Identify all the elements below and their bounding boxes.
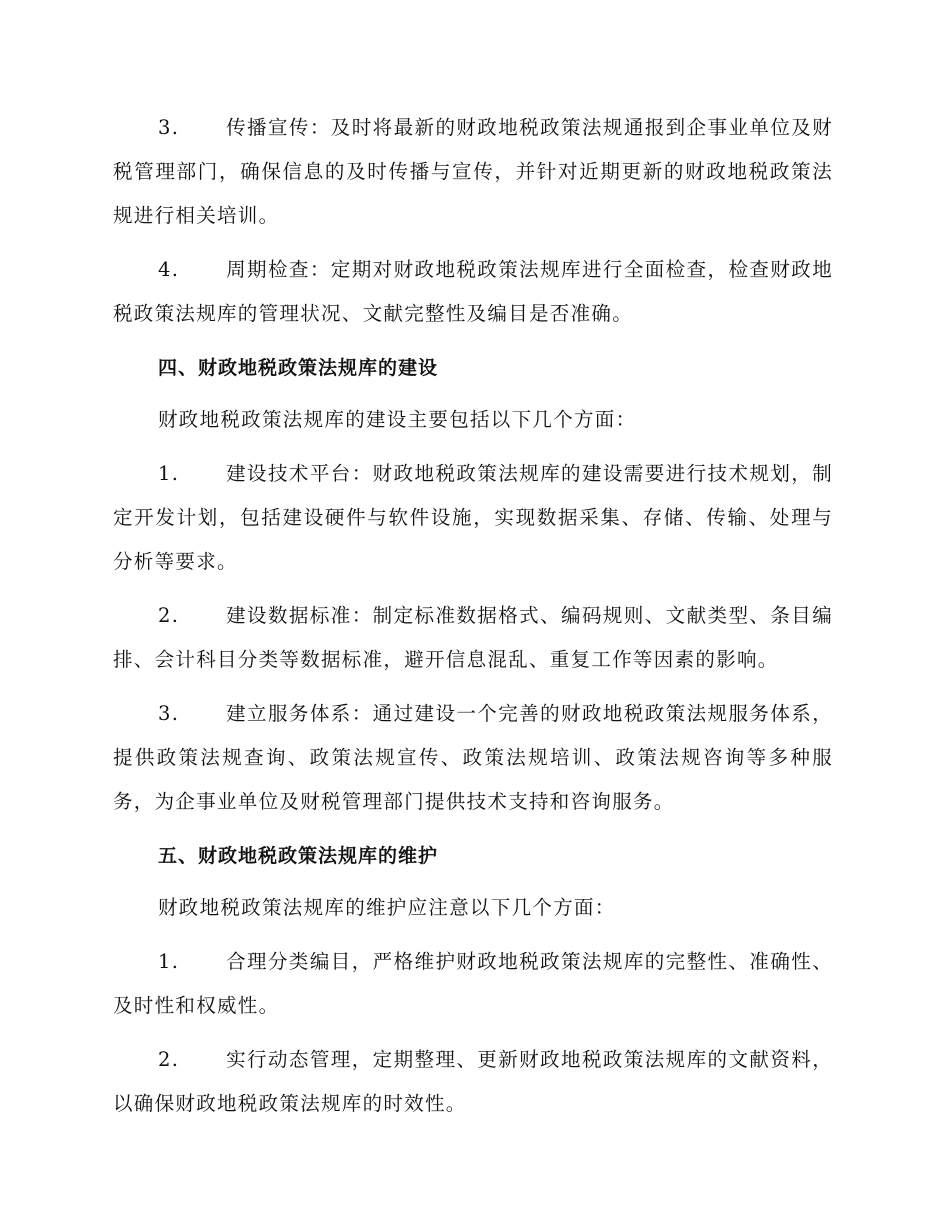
- list-item: [113, 106, 833, 238]
- list-item: [113, 940, 833, 1028]
- list-item-text: 周期检查：定期对财政地税政策法规库进行全面检查，检查财政地税政策法规库的管理状况、文献完整性及编目是否准确。: [113, 258, 833, 325]
- list-number: 2.: [158, 1048, 180, 1071]
- document-body: [113, 106, 833, 1136]
- list-number: 4.: [158, 258, 180, 281]
- section-heading: 四、财政地税政策法规库的建设: [158, 357, 439, 379]
- list-item: [113, 248, 833, 336]
- list-item-text: 建立服务体系：通过建设一个完善的财政地税政策法规服务体系，提供政策法规查询、政策法规宣传、政策法规培训、政策法规咨询等多种服务，为企事业单位及财税管理部门提供技术支持和咨询服务。: [113, 702, 833, 813]
- list-number: 3.: [158, 702, 180, 725]
- list-item-text: 实行动态管理，定期整理、更新财政地税政策法规库的文献资料，以确保财政地税政策法规库的时效性。: [113, 1048, 833, 1115]
- list-item-text: 建设数据标准：制定标准数据格式、编码规则、文献类型、条目编排、会计科目分类等数据标准，避开信息混乱、重复工作等因素的影响。: [113, 604, 833, 671]
- section-heading: 五、财政地税政策法规库的维护: [158, 845, 439, 867]
- paragraph: 财政地税政策法规库的维护应注意以下几个方面：: [158, 896, 616, 919]
- list-item-text: 建设技术平台：财政地税政策法规库的建设需要进行技术规划，制定开发计划，包括建设硬件与软件设施，实现数据采集、存储、传输、处理与分析等要求。: [113, 462, 833, 573]
- list-item: [113, 1038, 833, 1126]
- list-number: 2.: [158, 604, 180, 627]
- list-item-text: 传播宣传：及时将最新的财政地税政策法规通报到企事业单位及财税管理部门，确保信息的及时传播与宣传，并针对近期更新的财政地税政策法规进行相关培训。: [113, 116, 833, 227]
- list-number: 1.: [158, 462, 180, 485]
- list-number: 3.: [158, 116, 180, 139]
- list-item: [113, 594, 833, 682]
- list-item: [113, 452, 833, 584]
- list-item: [113, 692, 833, 824]
- list-item-text: 合理分类编目，严格维护财政地税政策法规库的完整性、准确性、及时性和权威性。: [113, 950, 833, 1017]
- list-number: 1.: [158, 950, 180, 973]
- paragraph: 财政地税政策法规库的建设主要包括以下几个方面：: [158, 408, 637, 431]
